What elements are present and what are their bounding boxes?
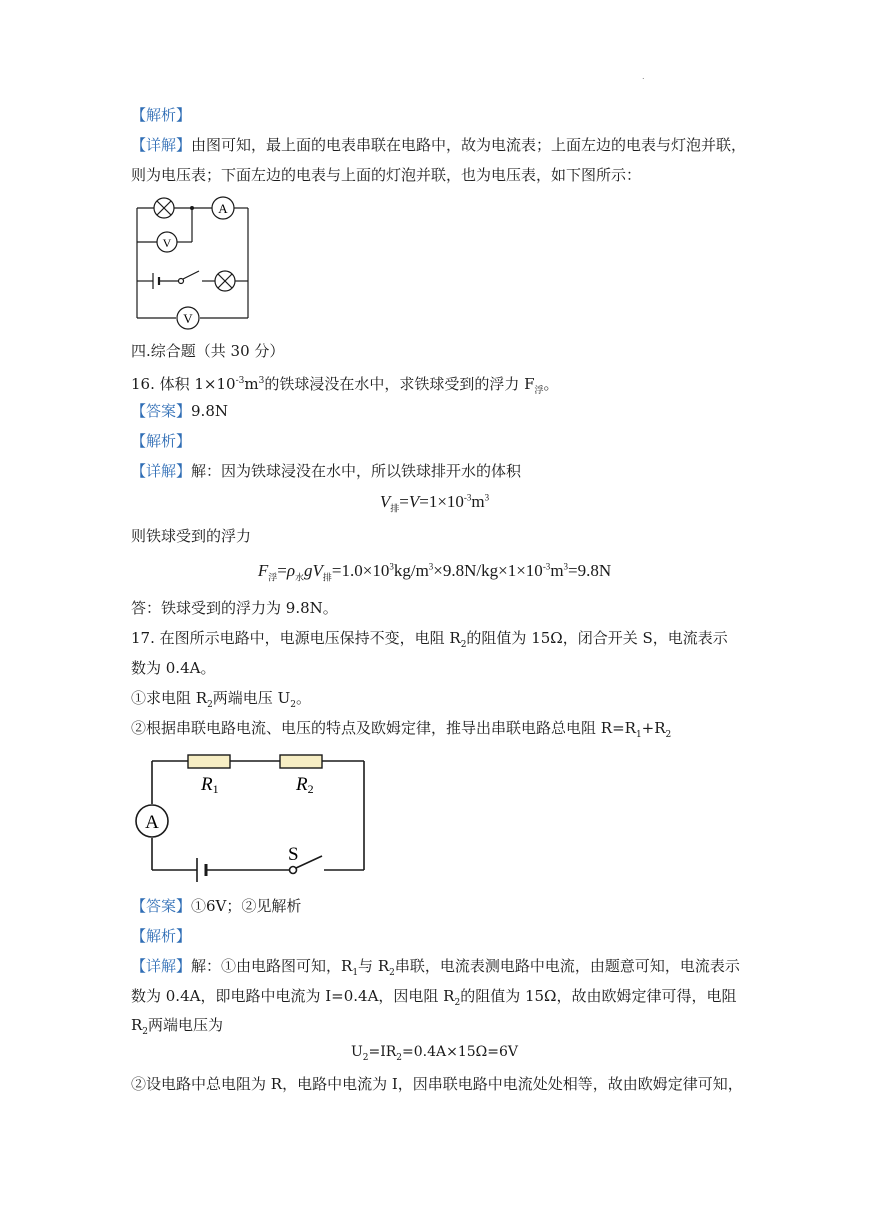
switch-label: S	[288, 844, 299, 865]
r2-letter: R	[296, 774, 308, 795]
f2-part3: ×9.8N/kg×1×10	[433, 561, 543, 580]
q17-answer-tag: 【答案】	[131, 897, 192, 915]
f1-unit-exp: 3	[484, 492, 490, 503]
junction-dot	[190, 206, 194, 210]
q17-d1-c: 串联，电流表测电路中电流，由题意可知，电流表示	[394, 957, 740, 975]
q17-d3-sub: 2	[142, 1027, 149, 1037]
q17-d2-b: 的阻值为 15Ω，故由欧姆定律可得，电阻	[460, 987, 737, 1005]
q17-q2-a: ②根据串联电路电流、电压的特点及欧姆定律，推导出串联电路总电阻 R=R	[131, 719, 636, 737]
f1-v2: V	[408, 492, 420, 511]
q15-detail-line-2: 则为电压表；下面左边的电表与上面的灯泡并联，也为电压表，如下图所示：	[131, 166, 642, 184]
q17-q1-b: 两端电压 U	[212, 689, 291, 707]
q17-analysis-tag: 【解析】	[131, 927, 192, 945]
q17-question-2	[131, 717, 671, 746]
q16-answer-value: 9.8N	[191, 402, 228, 420]
switch-contact	[290, 867, 297, 874]
r2-label	[295, 774, 314, 796]
f2-exp-m3b: 3	[563, 561, 569, 572]
q16-stem-unit: m	[244, 375, 259, 393]
f2-v: V	[312, 561, 323, 580]
q17-stem-line-1	[131, 627, 728, 656]
f2-rho: ρ	[286, 561, 295, 580]
f1-unit: m	[471, 492, 485, 511]
f2-eq: =	[277, 561, 287, 580]
q16-stem-end: 。	[543, 375, 559, 393]
f2-part2: kg/m	[393, 561, 429, 580]
q16-detail-tag: 【详解】	[131, 462, 192, 480]
q16-stem	[131, 370, 559, 402]
q16-stem-unit-exponent: 3	[258, 376, 265, 386]
q17-detail-line-1	[131, 955, 740, 984]
q16-stem-exponent: -3	[235, 376, 245, 386]
q17-question-1	[131, 687, 311, 716]
q16-stem-subscript: 浮	[534, 386, 544, 396]
r1-letter: R	[201, 774, 213, 795]
r1-sub: 1	[212, 782, 219, 796]
f1-exp: -3	[463, 492, 472, 503]
q17-f-a: U	[350, 1044, 363, 1060]
q17-f-b: =IR	[368, 1044, 397, 1060]
switch-lever	[296, 856, 322, 868]
f1-eq: =	[399, 492, 409, 511]
q17-f-sub1: 2	[362, 1052, 369, 1063]
q16-analysis-tag: 【解析】	[131, 432, 192, 450]
lamp-upper-icon	[154, 198, 174, 218]
q17-d1-b: 与 R	[358, 957, 390, 975]
f2-sub-fu: 浮	[268, 572, 278, 583]
q17-q1-sub: 2	[207, 700, 213, 710]
q17-stem-text-b: 的阻值为 15Ω，闭合开关 S，电流表示	[466, 629, 728, 647]
q17-answer-line	[131, 895, 301, 917]
f2-g: g	[304, 561, 313, 580]
q15-circuit-diagram	[128, 192, 258, 332]
ammeter-label: A	[218, 201, 228, 216]
q15-detail-text-1: 由图可知，最上面的电表串联在电路中，故为电流表；上面左边的电表与灯泡并联，	[191, 136, 747, 154]
f2-sub-shui: 水	[294, 572, 304, 583]
lamp-lower-icon	[215, 271, 235, 291]
f1-v: V	[379, 492, 391, 511]
q17-d2-a: 数为 0.4A，即电路中电流为 I=0.4A，因电阻 R	[131, 987, 455, 1005]
q17-d1-sub2: 2	[389, 968, 395, 978]
q17-d3-a: R	[131, 1016, 143, 1034]
analysis-tag: 【解析】	[131, 106, 192, 124]
q16-stem-text: 16. 体积 1×10	[131, 375, 236, 393]
q17-q2-sub1: 1	[635, 730, 642, 740]
f2-part5: =9.8N	[568, 561, 612, 580]
f2-exp-neg3: -3	[542, 561, 551, 572]
detail-tag: 【详解】	[131, 136, 192, 154]
voltmeter-lower-label: V	[183, 311, 193, 326]
q17-answer-text: ①6V；②见解析	[191, 897, 302, 915]
r2-sub: 2	[307, 782, 314, 796]
f1-value: =1×10	[419, 492, 464, 511]
f2-exp3: 3	[389, 561, 394, 572]
resistor-r2	[280, 755, 322, 768]
q17-detail-line-4: ②设电路中总电阻为 R，电路中电流为 I，因串联电路中电流处处相等，故由欧姆定律可知，	[131, 1075, 743, 1093]
switch-lever	[183, 271, 199, 279]
f2-exp-m3: 3	[428, 561, 434, 572]
q17-stem-sub: 2	[460, 640, 467, 650]
q17-stem-line-2: 数为 0.4A。	[131, 659, 216, 677]
q17-d3-b: 两端电压为	[148, 1016, 224, 1034]
switch-contact	[179, 279, 184, 284]
q17-detail-tag: 【详解】	[131, 957, 192, 975]
q17-d1-a: 解：①由电路图可知，R	[191, 957, 353, 975]
q17-q1-c: 。	[295, 689, 311, 707]
q16-stem-text-2: 的铁球浸没在水中，求铁球受到的浮力 F	[264, 375, 535, 393]
q15-detail-line-1	[131, 134, 746, 156]
q17-circuit-diagram	[130, 752, 375, 882]
f2-part4: m	[550, 561, 564, 580]
q17-formula-voltage	[0, 1044, 869, 1063]
q17-q2-b: +R	[641, 719, 666, 737]
f2-part1: =1.0×10	[331, 561, 390, 580]
q16-formula-volume	[0, 492, 869, 514]
q16-detail-line-1	[131, 460, 521, 482]
q16-formula-buoyancy	[0, 561, 869, 583]
q16-answer-line	[131, 400, 228, 422]
q17-stem-text-a: 17. 在图所示电路中，电源电压保持不变，电阻 R	[131, 629, 461, 647]
f2-f: F	[257, 561, 269, 580]
q16-detail-text-1: 解：因为铁球浸没在水中，所以铁球排开水的体积	[191, 462, 522, 480]
q17-q1-sub2: 2	[290, 700, 296, 710]
r1-label	[200, 774, 219, 796]
q17-f-c: =0.4A×15Ω=6V	[402, 1044, 519, 1060]
q17-q2-sub2: 2	[665, 730, 672, 740]
section-title: 四.综合题（共 30 分）	[131, 342, 285, 360]
q17-q1-a: ①求电阻 R	[131, 689, 208, 707]
q17-f-sub2: 2	[396, 1052, 403, 1063]
f1-sub-pai: 排	[390, 503, 400, 514]
q17-detail-line-3	[131, 1014, 223, 1043]
voltmeter-upper-label: V	[162, 236, 172, 250]
answer-tag: 【答案】	[131, 402, 192, 420]
ammeter-label: A	[145, 812, 159, 833]
q16-detail-line-2: 则铁球受到的浮力	[131, 527, 252, 545]
q17-detail-line-2	[131, 985, 737, 1014]
q17-d2-sub: 2	[454, 998, 461, 1008]
header-mark: .	[642, 72, 645, 81]
f2-sub-pai: 排	[322, 572, 332, 583]
resistor-r1	[188, 755, 230, 768]
q17-d1-sub1: 1	[352, 968, 359, 978]
q16-conclusion: 答：铁球受到的浮力为 9.8N。	[131, 599, 338, 617]
